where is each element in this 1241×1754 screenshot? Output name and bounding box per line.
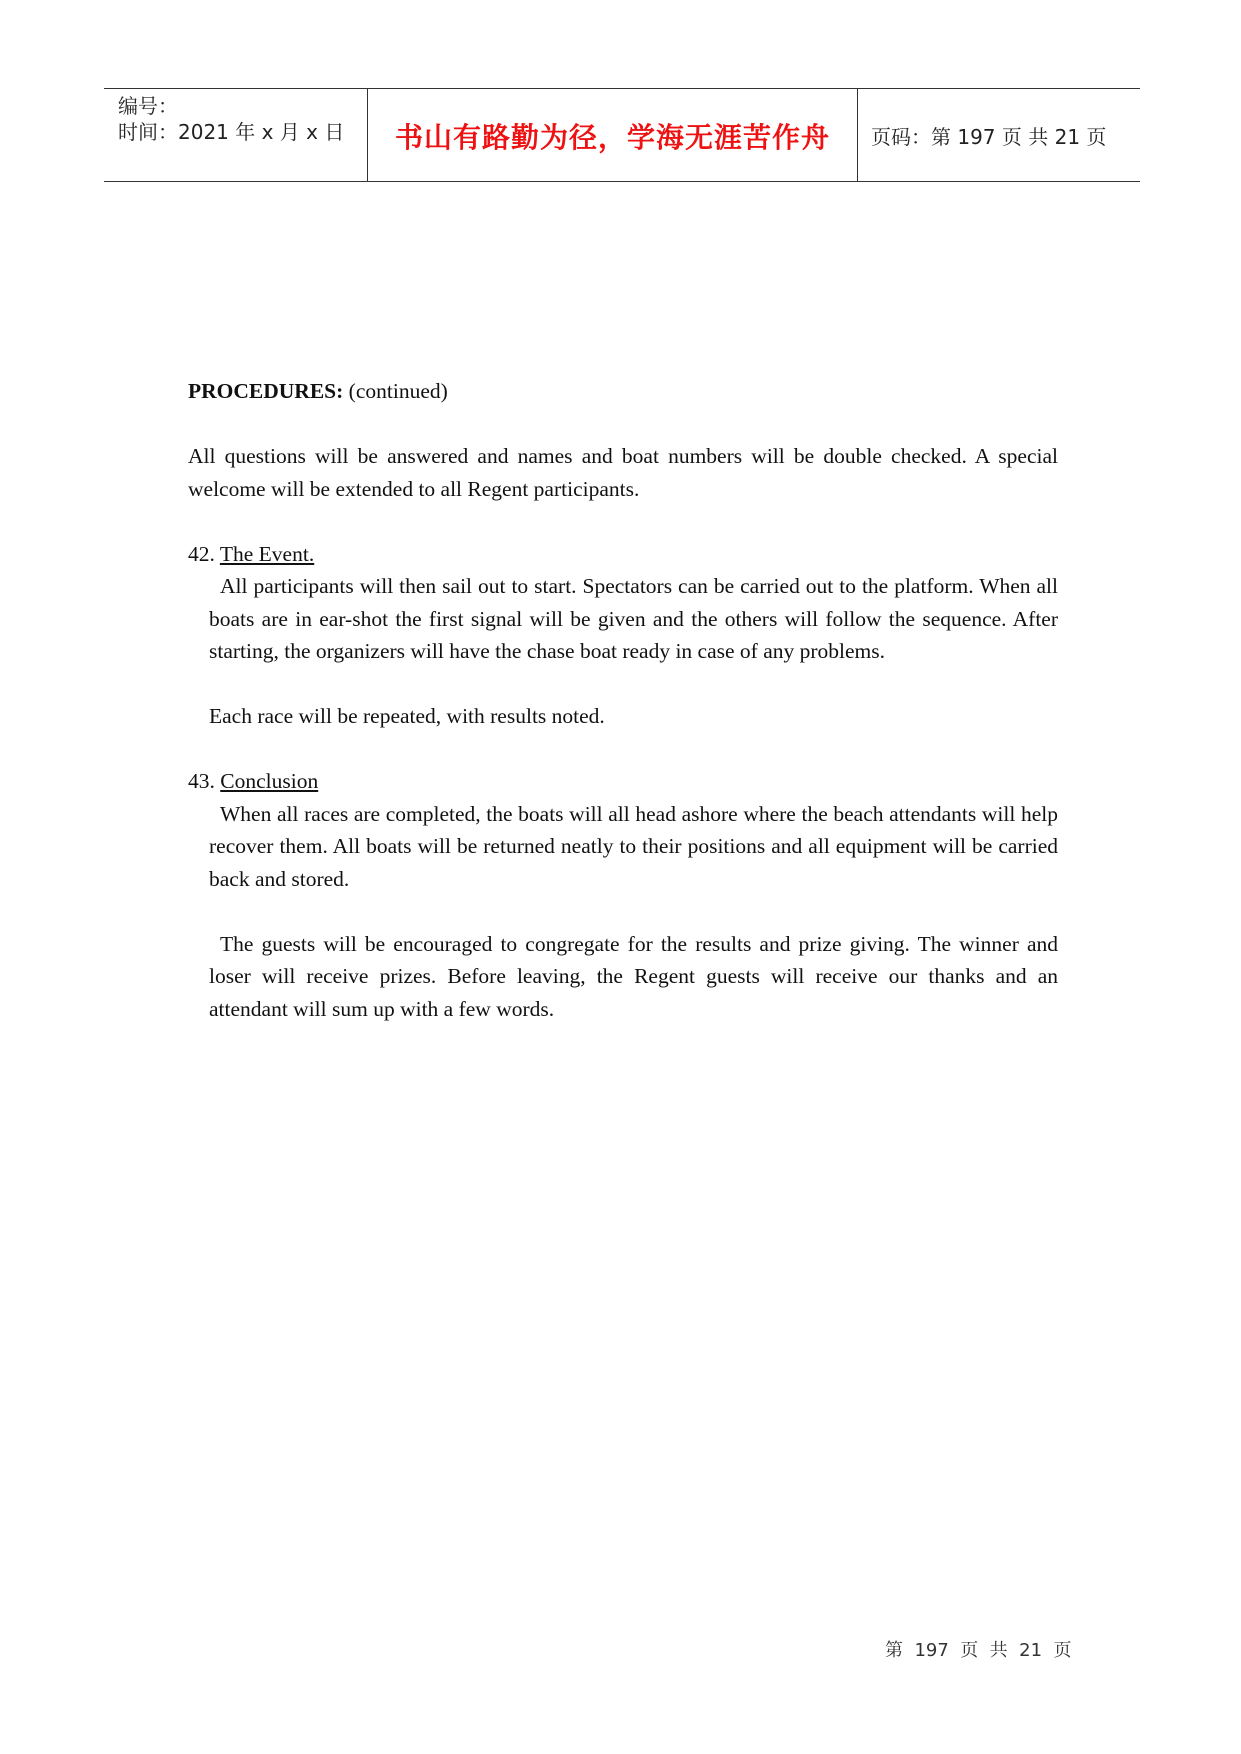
- procedures-continued: (continued): [343, 379, 448, 403]
- document-time-label: 时间：2021 年 x 月 x 日: [118, 120, 345, 144]
- section-43-number: 43.: [188, 769, 221, 793]
- header-page-label: 页码：第 197 页 共 21 页: [871, 124, 1107, 149]
- section-43-title: Conclusion: [220, 769, 319, 793]
- header-info-cell: [104, 89, 368, 181]
- document-body: [188, 375, 1058, 1025]
- page-footer: 第 197 页 共 21 页: [885, 1640, 1072, 1661]
- procedures-heading: [188, 375, 1058, 408]
- section-42-paragraph-2: Each race will be repeated, with results noted.: [209, 704, 605, 728]
- section-43-paragraph-2: The guests will be encouraged to congregate for the results and prize giving. The winner and loser will receive prizes. Before leaving, the Regent guests will receive our thanks and an attendant will sum up with a few words.: [209, 931, 1058, 1021]
- header-motto-cell: [368, 89, 858, 181]
- procedures-label: PROCEDURES:: [188, 379, 344, 403]
- section-42-paragraph-1: All participants will then sail out to start. Spectators can be carried out to the platform. When all boats are in ear-shot the first signal will be given and the others will follow the sequence. After starting, the organizers will have the chase boat ready in case of any problems.: [209, 574, 1058, 663]
- section-42-number: 42.: [188, 541, 220, 566]
- section-42-title: The Event.: [219, 541, 315, 566]
- document-number-label: 编号：: [118, 94, 178, 118]
- section-43-heading: [188, 765, 1058, 798]
- intro-paragraph: All questions will be answered and names and boat numbers will be double checked. A special welcome will be extended to all Regent participants.: [188, 444, 1058, 501]
- section-43-paragraph-1: When all races are completed, the boats will all head ashore where the beach attendants will help recover them. All boats will be returned neatly to their positions and all equipment will be carried back and stored.: [209, 801, 1058, 891]
- header-motto: 书山有路勤为径，学海无涯苦作舟: [394, 121, 830, 154]
- page-header: [104, 88, 1140, 182]
- header-page-cell: [858, 89, 1140, 181]
- section-42-heading: [188, 538, 1058, 571]
